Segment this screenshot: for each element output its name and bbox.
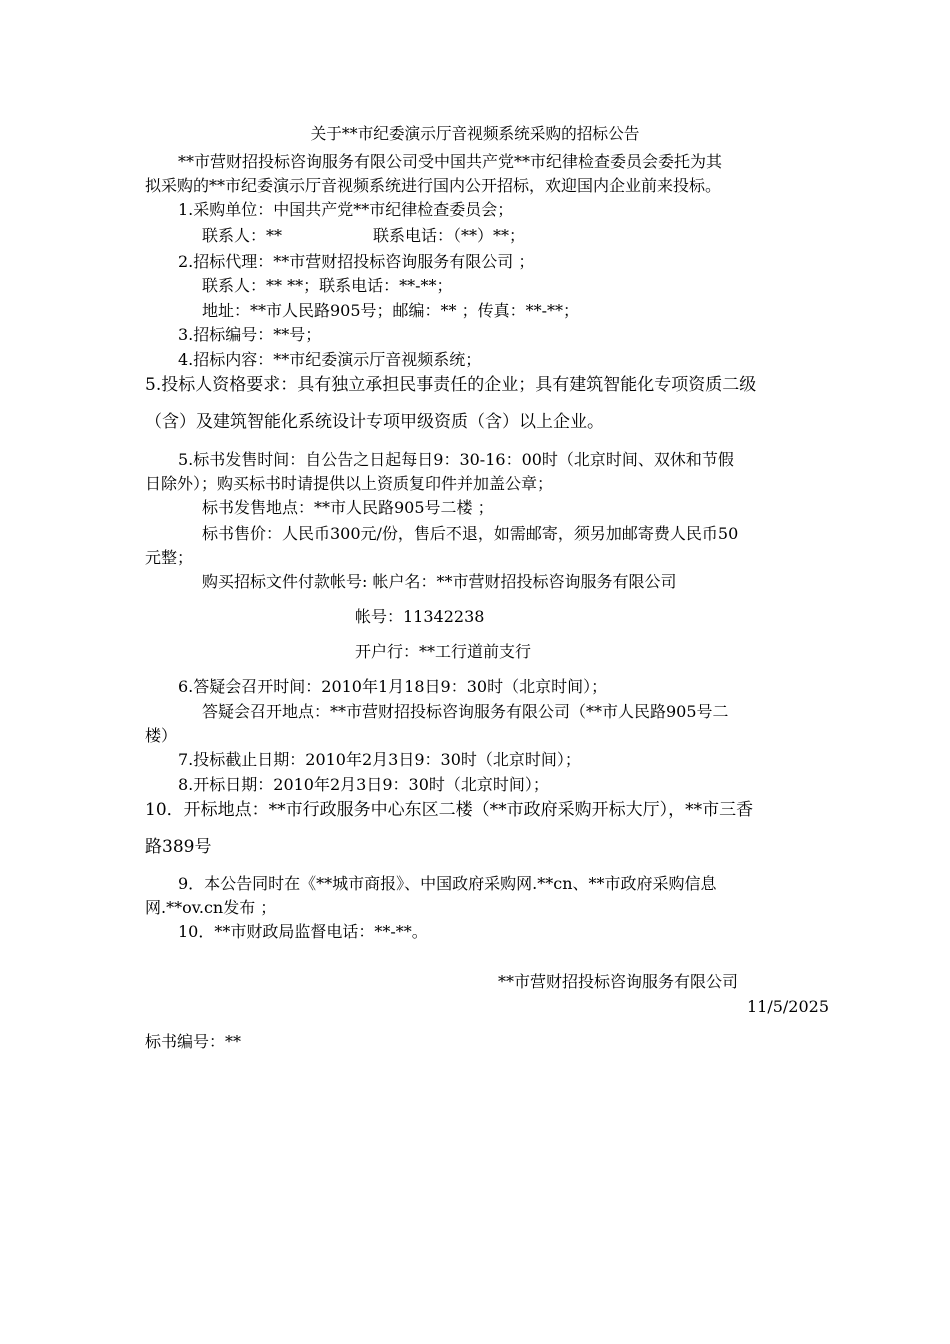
item-2-address: 地址：**市人民路905号；邮编：** ；传真：**-**； (202, 301, 580, 320)
item-6-place-1: 答疑会召开地点：**市营财招投标咨询服务有限公司（**市人民路905号二 (202, 702, 729, 721)
item-6-place-2: 楼） (145, 726, 178, 745)
item-3-number: 3.招标编号：**号； (178, 325, 322, 344)
item-7-deadline: 7.投标截止日期：2010年2月3日9：30时（北京时间）； (178, 750, 581, 769)
intro-line-2: 拟采购的**市纪委演示厅音视频系统进行国内公开招标，欢迎国内企业前来投标。 (145, 176, 722, 195)
item-5-account-number: 帐号：11342238 (355, 607, 485, 626)
item-9-publication-2: 网.**ov.cn发布 ； (145, 898, 277, 917)
item-2-contact: 联系人：** **；联系电话：**-**； (202, 276, 453, 295)
item-4-content: 4.招标内容：**市纪委演示厅音视频系统； (178, 350, 482, 369)
item-5-sale-time-2: 日除外）；购买标书时请提供以上资质复印件并加盖公章； (145, 474, 554, 493)
item-1-purchaser: 1.采购单位：中国共产党**市纪律检查委员会； (178, 200, 514, 219)
page-title: 关于**市纪委演示厅音视频系统采购的招标公告 (310, 124, 640, 143)
item-5-qualification-1: 5.投标人资格要求：具有独立承担民事责任的企业；具有建筑智能化专项资质二级 (145, 375, 757, 395)
item-5-sale-place: 标书发售地点：**市人民路905号二楼 ； (202, 498, 494, 517)
item-10-opening-place-1: 10．开标地点：**市行政服务中心东区二楼（**市政府采购开标大厅），**市三香 (145, 800, 754, 820)
intro-line-1: **市营财招投标咨询服务有限公司受中国共产党**市纪律检查委员会委托为其 (178, 152, 723, 171)
item-5-account-name: 购买招标文件付款帐号: 帐户名：**市营财招投标咨询服务有限公司 (202, 572, 677, 591)
item-5-price-1: 标书售价：人民币300元/份，售后不退，如需邮寄，须另加邮寄费人民币50 (202, 524, 739, 543)
item-5-price-2: 元整； (145, 548, 194, 567)
item-5-bank: 开户行：**工行道前支行 (355, 642, 532, 661)
signature-company: **市营财招投标咨询服务有限公司 (498, 972, 739, 991)
document-number: 标书编号：** (145, 1032, 242, 1051)
item-5-sale-time-1: 5.标书发售时间：自公告之日起每日9：30-16：00时（北京时间、双休和节假 (178, 450, 734, 469)
item-1-phone: 联系电话：（**）**； (373, 226, 526, 245)
item-10-supervision-phone: 10．**市财政局监督电话：**-**。 (178, 922, 428, 941)
item-10-opening-place-2: 路389号 (145, 837, 212, 857)
item-2-agent: 2.招标代理：**市营财招投标咨询服务有限公司 ； (178, 252, 535, 271)
item-1-contact: 联系人：** (202, 226, 283, 245)
item-6-time: 6.答疑会召开时间：2010年1月18日9：30时（北京时间）； (178, 677, 608, 696)
item-5-qualification-2: （含）及建筑智能化系统设计专项甲级资质（含）以上企业。 (145, 412, 604, 432)
signature-date: 11/5/2025 (746, 997, 829, 1016)
item-9-publication-1: 9．本公告同时在《**城市商报》、中国政府采购网.**cn、**市政府采购信息 (178, 874, 717, 893)
item-8-opening-date: 8.开标日期：2010年2月3日9：30时（北京时间）； (178, 775, 549, 794)
